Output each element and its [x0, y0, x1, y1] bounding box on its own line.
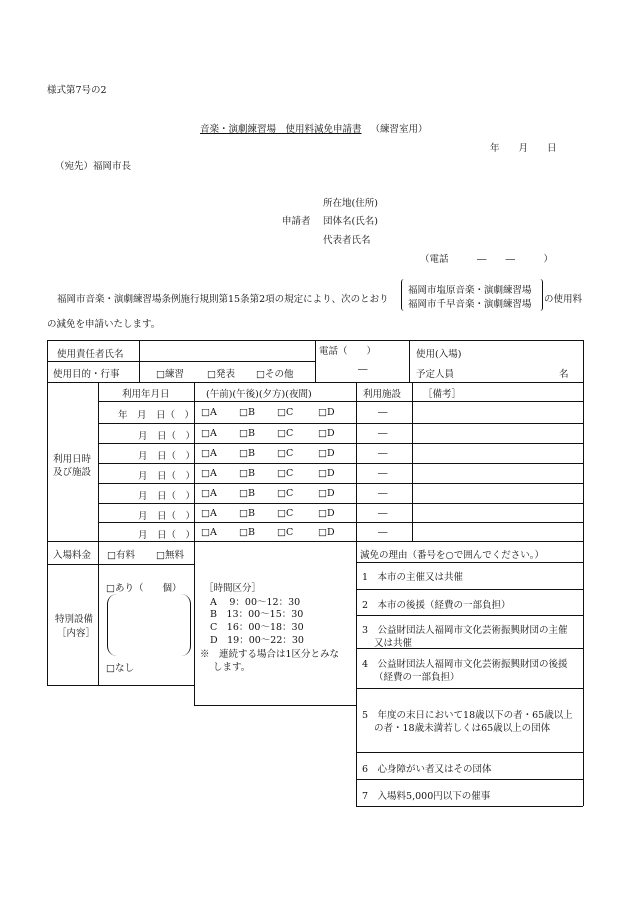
- time-row-d: D 19：00～22：30: [210, 635, 304, 646]
- slot-checkbox[interactable]: □D: [318, 448, 335, 459]
- usage-date: 月 日（ ）: [138, 471, 196, 482]
- reason-item-cont: （経費の一部負担）: [374, 672, 460, 683]
- facility-option-2: 福岡市千早音楽・演劇練習場: [408, 299, 532, 310]
- reason-item[interactable]: 3 公益財団法人福岡市文化芸術振興財団の主催: [362, 625, 568, 636]
- slot-checkbox[interactable]: □B: [239, 407, 255, 418]
- fee-option-free[interactable]: □無料: [156, 550, 184, 561]
- usage-date: 月 日（ ）: [138, 491, 196, 502]
- reason-item-cont: の者・18歳未満若しくは65歳以上の団体: [374, 723, 551, 734]
- slot-checkbox[interactable]: □B: [239, 488, 255, 499]
- usage-date: 月 日（ ）: [138, 431, 196, 442]
- slot-checkbox[interactable]: □A: [201, 468, 217, 479]
- slot-checkbox[interactable]: □A: [201, 448, 217, 459]
- slot-checkbox[interactable]: □B: [239, 508, 255, 519]
- time-note-2: します。: [213, 662, 251, 673]
- slot-checkbox[interactable]: □D: [318, 508, 335, 519]
- facility-brace: [401, 279, 543, 311]
- equip-label: 特別設備: [55, 614, 94, 625]
- time-row-a: A 9：00～12：30: [210, 597, 301, 608]
- slot-checkbox[interactable]: □C: [277, 527, 294, 538]
- slot-checkbox[interactable]: □D: [318, 407, 335, 418]
- slot-checkbox[interactable]: □A: [201, 488, 217, 499]
- slot-checkbox[interactable]: □A: [201, 508, 217, 519]
- intro-suffix: の使用料: [544, 294, 583, 305]
- reason-title: 減免の理由（番号を○で囲んでください。）: [360, 550, 545, 561]
- usage-facility: ―: [378, 508, 388, 519]
- slot-checkbox[interactable]: □C: [277, 468, 294, 479]
- col-notes-header: ［備考］: [423, 389, 462, 400]
- usage-facility: ―: [378, 428, 388, 439]
- fee-option-paid[interactable]: □有料: [107, 550, 135, 561]
- page-title: [200, 121, 428, 135]
- usage-label-2: 及び施設: [53, 467, 92, 478]
- reason-item[interactable]: 7 入場料5,000円以下の催事: [362, 791, 491, 802]
- usage-date: 月 日（ ）: [138, 451, 196, 462]
- col-time-header: (午前)(午後)(夕方)(夜間): [206, 389, 312, 400]
- intro-prefix: 福岡市音楽・演劇練習場条例施行規則第15条第2項の規定により、次のとおり: [57, 294, 389, 305]
- applicant-label: 申請者: [282, 216, 311, 227]
- time-row-b: B 13：00～15：30: [210, 609, 304, 620]
- purpose-label: 使用目的・行事: [53, 369, 120, 380]
- slot-checkbox[interactable]: □B: [239, 428, 255, 439]
- slot-checkbox[interactable]: □B: [239, 468, 255, 479]
- reason-item-cont: 又は共催: [374, 638, 413, 649]
- slot-checkbox[interactable]: □A: [201, 428, 217, 439]
- reason-item[interactable]: 1 本市の主催又は共催: [362, 572, 464, 583]
- applicant-org-label: 団体名(氏名): [323, 216, 378, 227]
- applicant-address-label: 所在地(住所): [323, 198, 378, 209]
- date-line: 年 月 日: [490, 143, 557, 154]
- equip-content-bracket: [107, 594, 191, 656]
- usage-date: 年 月 日（ ）: [118, 410, 195, 421]
- usage-label-1: 利用日時: [53, 454, 92, 465]
- phone-dash: ―: [358, 364, 368, 375]
- usage-facility: ―: [378, 448, 388, 459]
- slot-checkbox[interactable]: □D: [318, 527, 335, 538]
- slot-checkbox[interactable]: □A: [201, 527, 217, 538]
- entrants-unit: 名: [559, 369, 569, 380]
- usage-date: 月 日（ ）: [138, 530, 196, 541]
- usage-facility: ―: [378, 527, 388, 538]
- slot-checkbox[interactable]: □C: [277, 488, 294, 499]
- slot-checkbox[interactable]: □D: [318, 488, 335, 499]
- usage-facility: ―: [378, 468, 388, 479]
- phone-label: 電話（ ）: [319, 346, 377, 357]
- time-division-title: ［時間区分］: [204, 583, 262, 594]
- intro-line2: の減免を申請いたします。: [47, 319, 161, 330]
- facility-option-1: 福岡市塩原音楽・演劇練習場: [408, 285, 532, 296]
- usage-facility: ―: [378, 488, 388, 499]
- responsible-label: 使用責任者氏名: [57, 349, 124, 360]
- purpose-option-performance[interactable]: □発表: [207, 369, 235, 380]
- equip-content-label: ［内容］: [57, 628, 96, 639]
- purpose-option-other[interactable]: □その他: [256, 369, 294, 380]
- page-title-text: 音楽・演劇練習場 使用料減免申請書: [200, 124, 362, 135]
- equip-no-option[interactable]: □なし: [106, 663, 134, 674]
- slot-checkbox[interactable]: □B: [239, 527, 255, 538]
- usage-facility: ―: [378, 407, 388, 418]
- time-note-1: ※ 連続する場合は1区分とみな: [200, 649, 340, 660]
- slot-checkbox[interactable]: □C: [277, 407, 294, 418]
- applicant-tel: （電話 ― ― ）: [420, 254, 554, 265]
- page-title-suffix: （練習室用）: [370, 124, 428, 135]
- slot-checkbox[interactable]: □C: [277, 448, 294, 459]
- applicant-rep-label: 代表者氏名: [323, 235, 371, 246]
- reason-item[interactable]: 5 年度の末日において18歳以下の者・65歳以上: [362, 710, 573, 721]
- purpose-option-practice[interactable]: □練習: [156, 369, 184, 380]
- fee-label: 入場料金: [53, 550, 92, 561]
- col-date-header: 利用年月日: [122, 389, 170, 400]
- entrants-plan-label: 予定人員: [416, 369, 455, 380]
- equip-yes-option[interactable]: □あり（ 個）: [106, 583, 182, 594]
- slot-checkbox[interactable]: □B: [239, 448, 255, 459]
- col-facility-header: 利用施設: [363, 389, 402, 400]
- slot-checkbox[interactable]: □A: [201, 407, 217, 418]
- reason-item[interactable]: 4 公益財団法人福岡市文化芸術振興財団の後援: [362, 659, 568, 670]
- usage-date: 月 日（ ）: [138, 511, 196, 522]
- slot-checkbox[interactable]: □C: [277, 428, 294, 439]
- addressee: （宛先）福岡市長: [55, 161, 132, 172]
- slot-checkbox[interactable]: □D: [318, 428, 335, 439]
- slot-checkbox[interactable]: □C: [277, 508, 294, 519]
- reason-item[interactable]: 6 心身障がい者又はその団体: [362, 764, 492, 775]
- entrants-label: 使用(入場): [416, 349, 462, 360]
- form-id: 様式第7号の2: [47, 85, 107, 96]
- slot-checkbox[interactable]: □D: [318, 468, 335, 479]
- reason-item[interactable]: 2 本市の後援（経費の一部負担）: [362, 600, 511, 611]
- time-row-c: C 16：00～18：30: [210, 622, 304, 633]
